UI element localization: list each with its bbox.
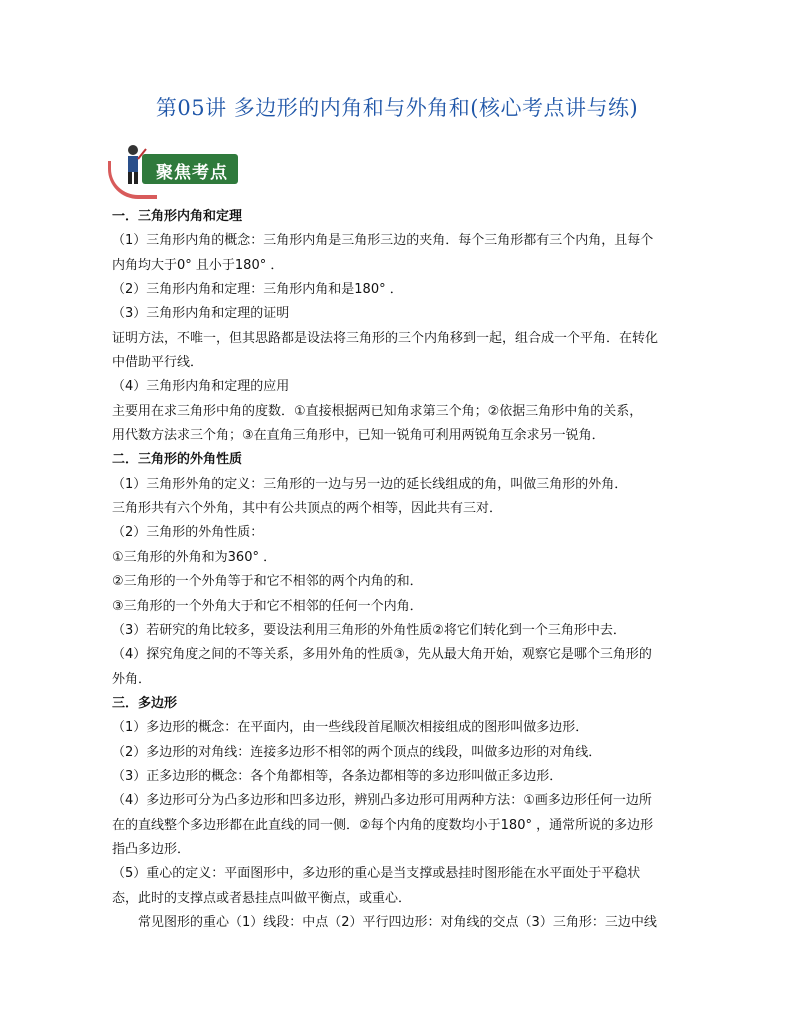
text-line: 主要用在求三角形中角的度数．①直接根据两已知角求第三个角；②依据三角形中角的关系， — [112, 403, 643, 419]
text-line: （4）探究角度之间的不等关系，多用外角的性质③，先从最大角开始，观察它是哪个三角形的 — [112, 647, 652, 663]
section-heading: 三．多边形 — [112, 695, 178, 711]
badge-tag — [142, 154, 238, 184]
text-line: 态，此时的支撑点或者悬挂点叫做平衡点，或重心． — [112, 890, 412, 906]
text-line: 用代数方法求三个角；③在直角三角形中，已知一锐角可利用两锐角互余求另一锐角． — [112, 428, 605, 444]
text-line: 常见图形的重心（1）线段：中点（2）平行四边形：对角线的交点（3）三角形：三边中线 — [138, 914, 657, 930]
text-line: （2）三角形的外角性质： — [112, 525, 264, 541]
text-line: （3）三角形内角和定理的证明 — [112, 306, 290, 322]
text-line: （1）三角形外角的定义：三角形的一边与另一边的延长线组成的角，叫做三角形的外角． — [112, 476, 628, 492]
badge-label: 聚焦考点 — [156, 163, 228, 183]
section-heading: 二．三角形的外角性质 — [112, 452, 243, 468]
text-line: 内角均大于0° 且小于180° ． — [112, 257, 284, 273]
text-line: （3）正多边形的概念：各个角都相等，各条边都相等的多边形叫做正多边形． — [112, 768, 563, 784]
text-line: （2）三角形内角和定理：三角形内角和是180° ． — [112, 282, 403, 298]
text-line: 外角． — [112, 671, 152, 687]
text-line: 中借助平行线． — [112, 355, 204, 371]
text-line: ②三角形的一个外角等于和它不相邻的两个内角的和． — [112, 574, 423, 590]
text-line: ①三角形的外角和为360° ． — [112, 549, 277, 565]
text-line: ③三角形的一个外角大于和它不相邻的任何一个内角． — [112, 598, 423, 614]
text-line: （2）多边形的对角线：连接多边形不相邻的两个顶点的线段，叫做多边形的对角线． — [112, 744, 602, 760]
text-line: 在的直线整个多边形都在此直线的同一侧．②每个内角的度数均小于180° ，通常所说的多边形 — [112, 817, 654, 833]
text-line: （1）多边形的概念：在平面内，由一些线段首尾顺次相接组成的图形叫做多边形． — [112, 720, 589, 736]
text-line: （1）三角形内角的概念：三角形内角是三角形三边的夹角．每个三角形都有三个内角，且每个 — [112, 233, 654, 249]
text-line: 证明方法，不唯一，但其思路都是设法将三角形的三个内角移到一起，组合成一个平角．在转化 — [112, 330, 659, 346]
text-line: （4）多边形可分为凸多边形和凹多边形，辨别凸多边形可用两种方法：①画多边形任何一边所 — [112, 793, 652, 809]
text-line: （5）重心的定义：平面图形中，多边形的重心是当支撑或悬挂时图形能在水平面处于平稳状 — [112, 866, 641, 882]
text-line: （3）若研究的角比较多，要设法利用三角形的外角性质②将它们转化到一个三角形中去． — [112, 622, 626, 638]
section-badge — [108, 143, 238, 193]
page-title: 第05讲 多边形的内角和与外角和(核心考点讲与练) — [155, 96, 639, 120]
section-heading: 一．三角形内角和定理 — [112, 209, 243, 224]
text-line: 三角形共有六个外角，其中有公共顶点的两个相等，因此共有三对． — [112, 501, 503, 517]
text-line: 指凸多边形． — [112, 841, 191, 857]
document-body — [112, 205, 687, 935]
text-line: （4）三角形内角和定理的应用 — [112, 379, 290, 395]
